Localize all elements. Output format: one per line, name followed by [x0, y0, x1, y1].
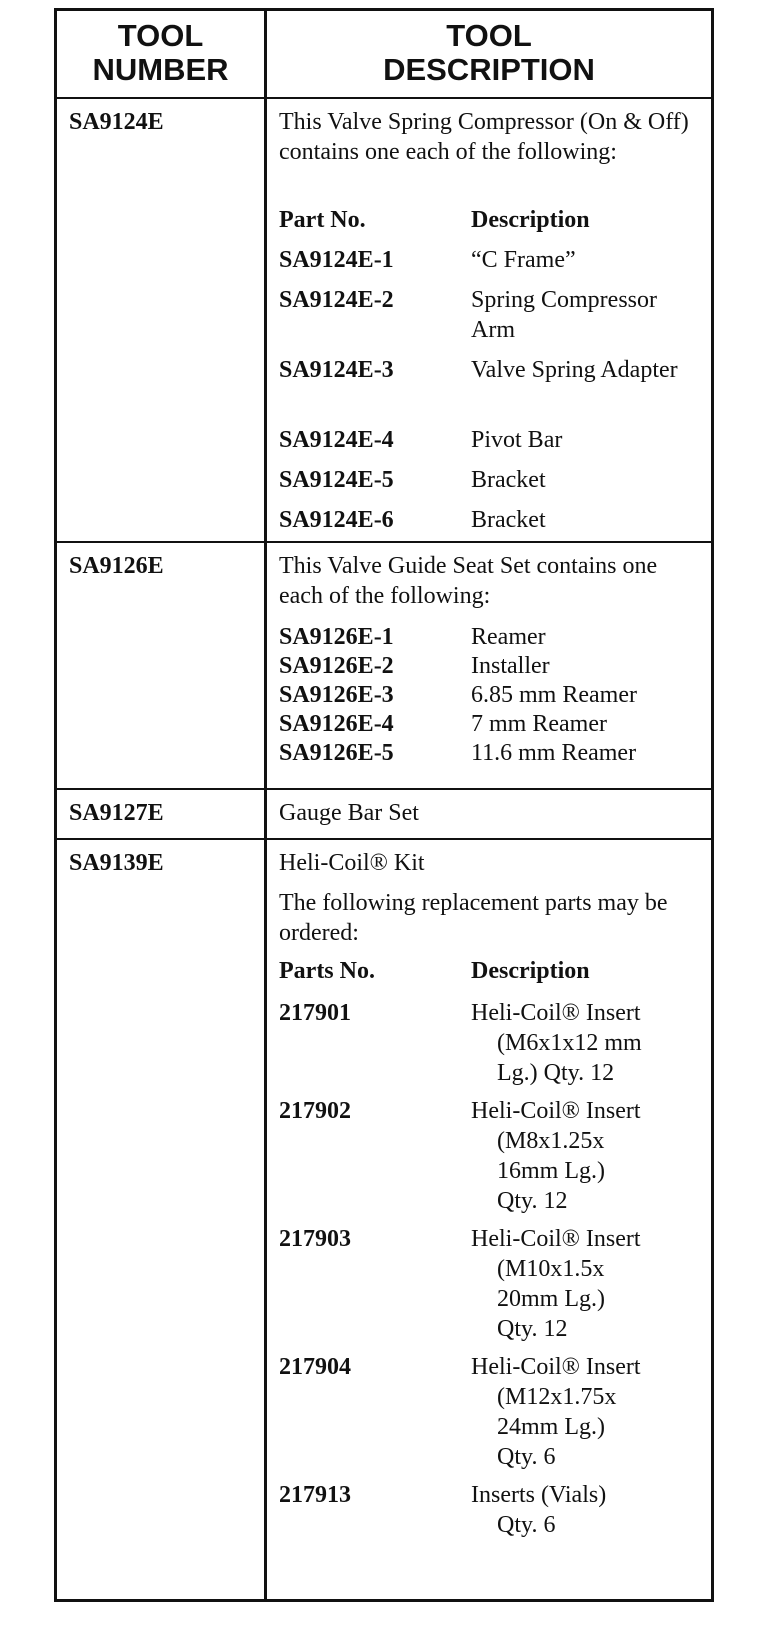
part-description: 7 mm Reamer	[471, 711, 607, 737]
part-description-line: (M12x1.75x	[497, 1384, 617, 1410]
part-description-line: (M6x1x12 mm	[497, 1030, 642, 1056]
tool-description-note: The following replacement parts may be ordered:	[279, 890, 668, 946]
part-description-line: 20mm Lg.)	[497, 1286, 605, 1312]
part-number: SA9126E-5	[279, 740, 394, 766]
part-number: SA9124E-3	[279, 357, 394, 383]
part-number: SA9124E-1	[279, 247, 394, 273]
table-row	[57, 790, 711, 840]
part-number: 217904	[279, 1354, 351, 1380]
part-description: Spring Compressor Arm	[471, 287, 657, 343]
part-description	[471, 1096, 705, 1216]
part-number-heading: Part No.	[279, 207, 366, 233]
part-description: Valve Spring Adapter	[471, 357, 678, 383]
part-number: SA9124E-5	[279, 467, 394, 493]
part-description-line: Qty. 6	[497, 1444, 556, 1470]
tool-description-cell	[267, 790, 711, 838]
part-description-line: Heli-Coil® Insert	[471, 1226, 641, 1252]
part-number: SA9124E-4	[279, 427, 394, 453]
tool-description-cell	[267, 840, 711, 1602]
part-description-line: Inserts (Vials)	[471, 1482, 607, 1508]
part-description-line: Heli-Coil® Insert	[471, 1354, 641, 1380]
tool-number: SA9124E	[69, 109, 164, 135]
part-number: 217913	[279, 1482, 351, 1508]
part-number: SA9124E-2	[279, 287, 394, 313]
part-description: 11.6 mm Reamer	[471, 740, 637, 766]
part-description-line: Qty. 6	[497, 1512, 556, 1538]
part-number: SA9126E-1	[279, 624, 394, 650]
part-description-line: 16mm Lg.)	[497, 1158, 605, 1184]
tool-description: Heli-Coil® Kit	[279, 850, 425, 876]
header-cell-tool-description	[267, 11, 711, 97]
part-description: Installer	[471, 653, 550, 679]
part-description-line: Lg.) Qty. 12	[497, 1060, 615, 1086]
part-number-heading: Parts No.	[279, 958, 375, 984]
part-number: SA9126E-2	[279, 653, 394, 679]
part-description-line: 24mm Lg.)	[497, 1414, 605, 1440]
part-description-line: Qty. 12	[497, 1188, 568, 1214]
part-number: SA9124E-6	[279, 507, 394, 533]
table-header-row	[57, 11, 711, 99]
tool-number: SA9127E	[69, 800, 164, 826]
tool-number: SA9139E	[69, 850, 164, 876]
description-heading: Description	[471, 958, 590, 984]
part-number: SA9126E-4	[279, 711, 394, 737]
tool-table	[54, 8, 714, 1602]
part-description: Bracket	[471, 467, 546, 493]
tool-number: SA9126E	[69, 553, 164, 579]
part-description	[471, 1480, 705, 1540]
part-description-line: Heli-Coil® Insert	[471, 1098, 641, 1124]
tool-number-cell	[57, 790, 267, 838]
part-number: 217901	[279, 1000, 351, 1026]
tool-number-cell	[57, 543, 267, 788]
part-description: Bracket	[471, 507, 546, 533]
header-tool-number: TOOL NUMBER	[92, 18, 229, 87]
part-description: “C Frame”	[471, 247, 576, 273]
part-description: Reamer	[471, 624, 546, 650]
part-number: SA9126E-3	[279, 682, 394, 708]
part-description	[471, 1352, 705, 1472]
tool-description: This Valve Guide Seat Set contains one each of the following:	[279, 553, 658, 609]
tool-description-cell	[267, 543, 711, 788]
part-number: 217903	[279, 1226, 351, 1252]
tool-description-cell	[267, 99, 711, 541]
table-row	[57, 840, 711, 1602]
description-heading: Description	[471, 207, 590, 233]
tool-description: Gauge Bar Set	[279, 800, 419, 826]
tool-description: This Valve Spring Compressor (On & Off) contains one each of the following:	[279, 109, 689, 165]
part-description: Pivot Bar	[471, 427, 563, 453]
part-description-line: Heli-Coil® Insert	[471, 1000, 641, 1026]
part-description-line: (M8x1.25x	[497, 1128, 605, 1154]
part-description: 6.85 mm Reamer	[471, 682, 637, 708]
part-description	[471, 1224, 705, 1344]
tool-number-cell	[57, 840, 267, 1602]
table-row	[57, 543, 711, 790]
part-description-line: Qty. 12	[497, 1316, 568, 1342]
header-cell-tool-number	[57, 11, 267, 97]
header-tool-description: TOOL DESCRIPTION	[383, 18, 595, 87]
part-number: 217902	[279, 1098, 351, 1124]
table-row	[57, 99, 711, 543]
part-description	[471, 998, 705, 1088]
tool-number-cell	[57, 99, 267, 541]
part-description-line: (M10x1.5x	[497, 1256, 605, 1282]
